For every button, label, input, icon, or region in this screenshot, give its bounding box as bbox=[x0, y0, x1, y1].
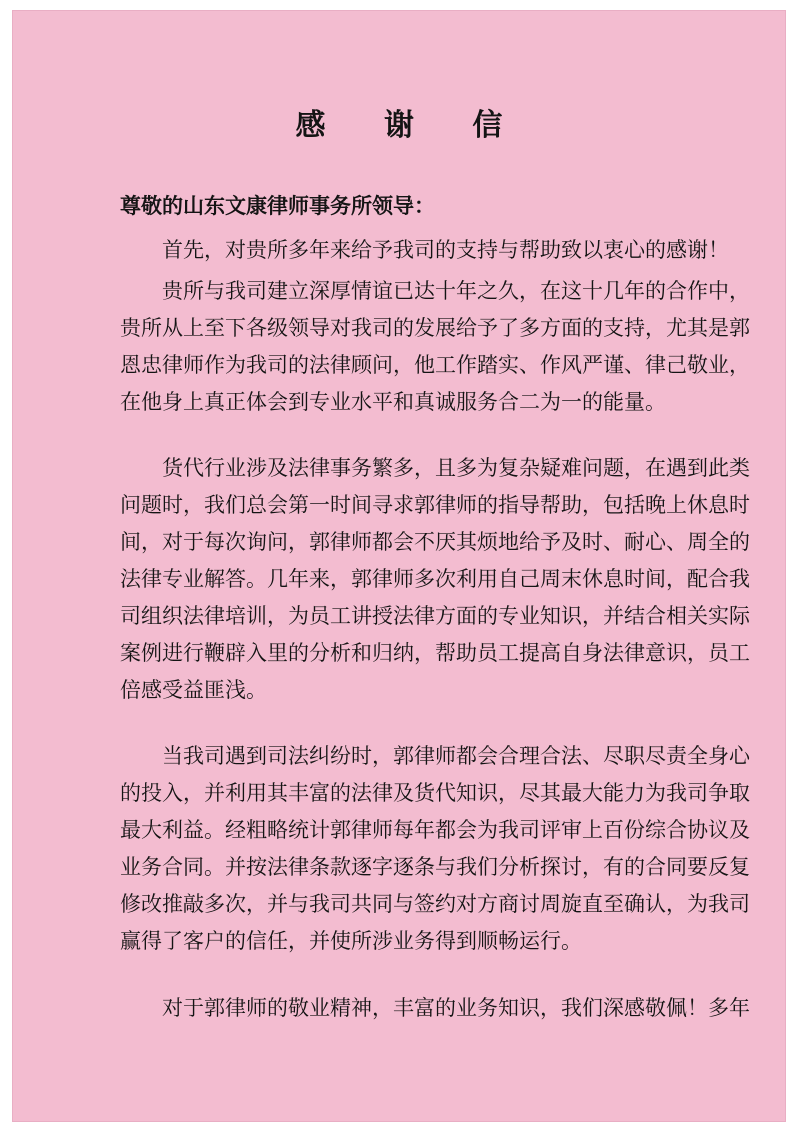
text-line: 修改推敲多次，并与我司共同与签约对方商讨周旋直至确认，为我司 bbox=[120, 892, 750, 916]
text-line: 司组织法律培训，为员工讲授法律方面的专业知识，并结合相关实际 bbox=[120, 604, 750, 628]
text-line: 案例进行鞭辟入里的分析和归纳，帮助员工提高自身法律意识，员工 bbox=[120, 641, 750, 665]
letter-title: 感 谢 信 bbox=[295, 108, 527, 143]
paragraph-4 bbox=[120, 738, 750, 960]
text-line: 倍感受益匪浅。 bbox=[120, 678, 267, 702]
text-line: 贵所从上至下各级领导对我司的发展给予了多方面的支持，尤其是郭 bbox=[120, 316, 750, 340]
letter-page bbox=[12, 10, 786, 1122]
text-line: 当我司遇到司法纠纷时，郭律师都会合理合法、尽职尽责全身心 bbox=[162, 744, 750, 768]
text-line: 最大利益。经粗略统计郭律师每年都会为我司评审上百份综合协议及 bbox=[120, 818, 750, 842]
paragraph-5 bbox=[120, 990, 750, 1027]
text-line: 在他身上真正体会到专业水平和真诚服务合二为一的能量。 bbox=[120, 390, 666, 414]
text-line: 业务合同。并按法律条款逐字逐条与我们分析探讨，有的合同要反复 bbox=[120, 855, 750, 879]
text-line: 恩忠律师作为我司的法律顾问，他工作踏实、作风严谨、律己敬业， bbox=[120, 353, 750, 377]
text-line: 的投入，并利用其丰富的法律及货代知识，尽其最大能力为我司争取 bbox=[120, 781, 750, 805]
text-line: 间，对于每次询问，郭律师都会不厌其烦地给予及时、耐心、周全的 bbox=[120, 530, 750, 554]
salutation: 尊敬的山东文康律师事务所领导： bbox=[120, 193, 435, 218]
text-line: 对于郭律师的敬业精神，丰富的业务知识，我们深感敬佩！多年 bbox=[162, 996, 750, 1020]
text-line: 赢得了客户的信任，并使所涉业务得到顺畅运行。 bbox=[120, 929, 582, 953]
text-line: 首先，对贵所多年来给予我司的支持与帮助致以衷心的感谢！ bbox=[162, 238, 729, 262]
paragraph-1 bbox=[120, 232, 729, 269]
text-line: 法律专业解答。几年来，郭律师多次利用自己周末休息时间，配合我 bbox=[120, 567, 750, 591]
text-line: 货代行业涉及法律事务繁多，且多为复杂疑难问题，在遇到此类 bbox=[162, 456, 750, 480]
text-line: 贵所与我司建立深厚情谊已达十年之久，在这十几年的合作中， bbox=[162, 279, 750, 303]
paragraph-3 bbox=[120, 450, 750, 709]
paragraph-2 bbox=[120, 273, 750, 421]
text-line: 问题时，我们总会第一时间寻求郭律师的指导帮助，包括晚上休息时 bbox=[120, 493, 750, 517]
